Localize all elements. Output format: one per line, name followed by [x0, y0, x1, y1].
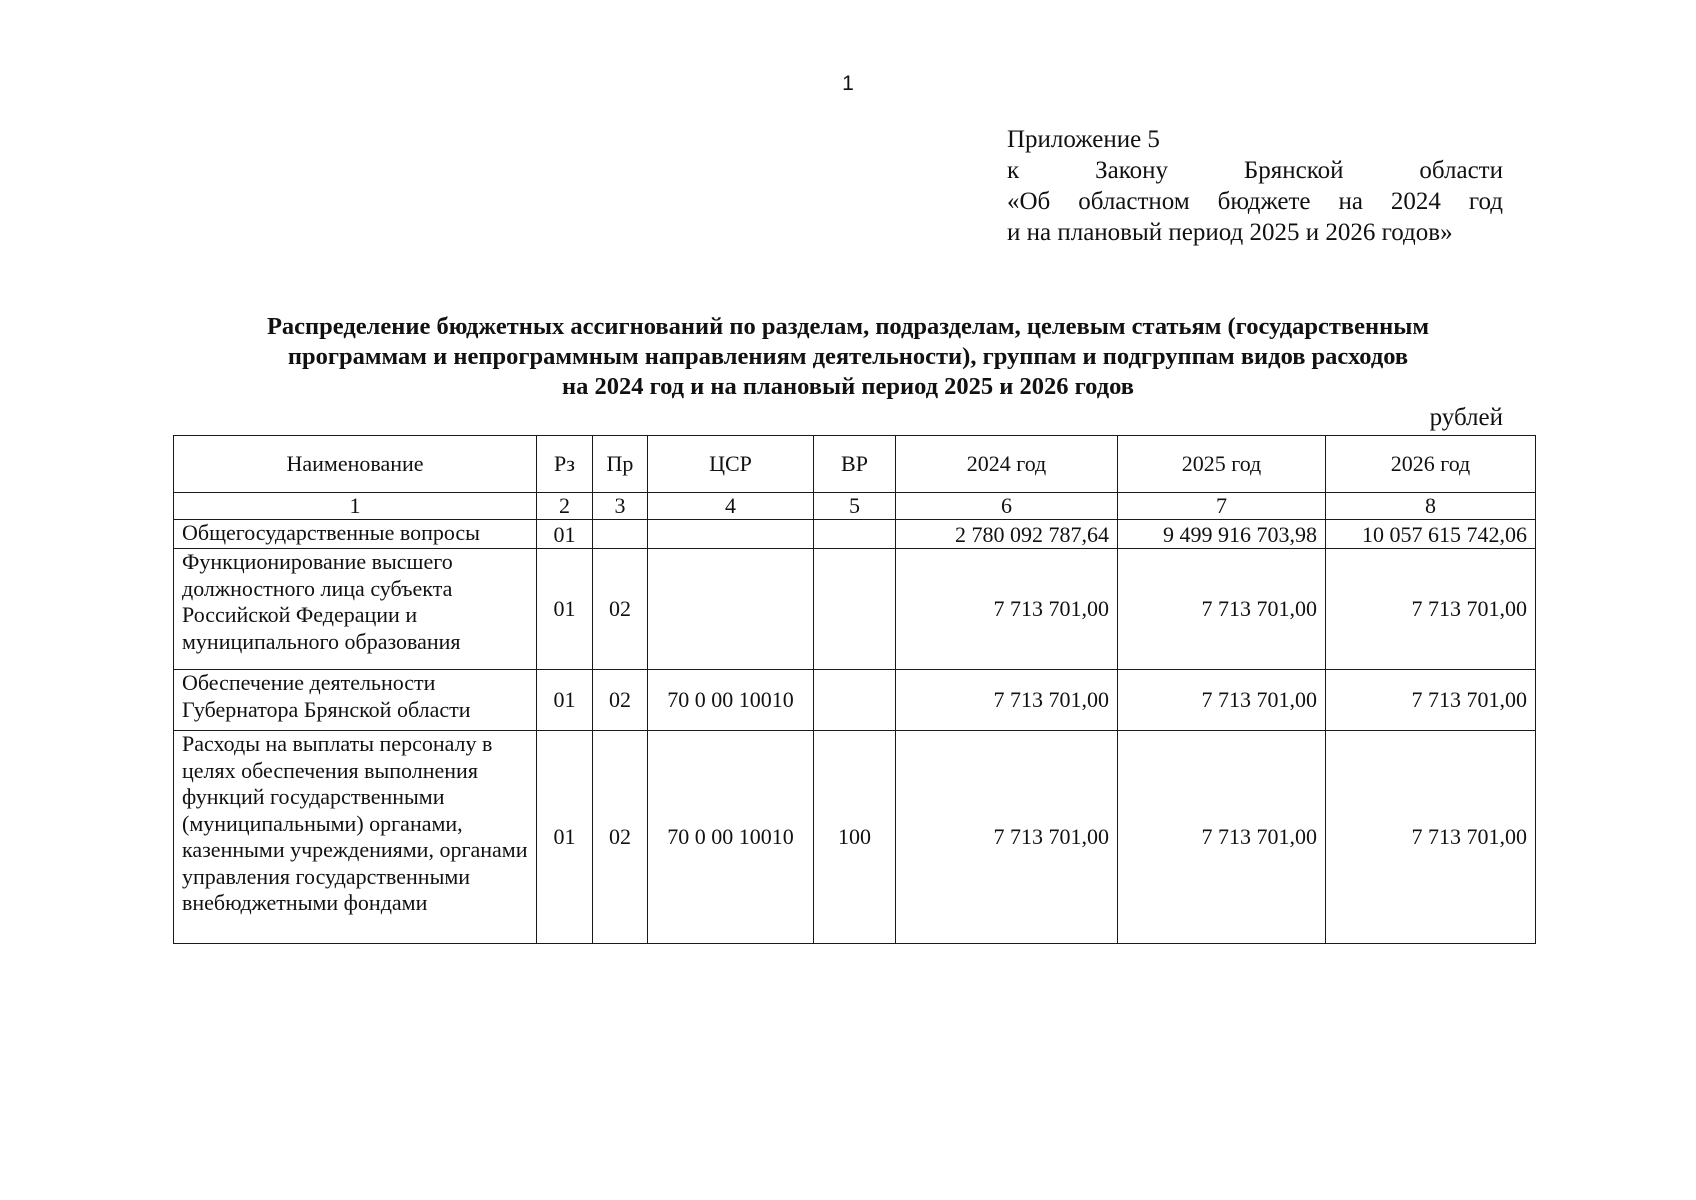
column-number-row — [174, 493, 1536, 520]
row-pr: 02 — [593, 670, 648, 731]
header-name: Наименование — [174, 436, 537, 493]
title-line-2: программам и непрограммным направлениям деятельности), группам и подгруппам видов расходов — [287, 343, 1409, 370]
row-amount-2024: 7 713 701,00 — [896, 670, 1118, 731]
row-amount-2026: 7 713 701,00 — [1326, 549, 1536, 670]
row-csr — [648, 520, 814, 549]
table-row — [174, 520, 1536, 549]
row-rz: 01 — [537, 549, 593, 670]
row-vr: 100 — [814, 731, 896, 944]
title-line-3: на 2024 год и на плановый период 2025 и 2026 годов — [561, 373, 1134, 400]
column-number: 7 — [1118, 493, 1326, 520]
row-name: Функционирование высшего должностного лица субъекта Российской Федерации и муниципального образования — [174, 549, 537, 670]
row-name: Расходы на выплаты персоналу в целях обеспечения выполнения функций государственными (муниципальными) органами, казенными учреждениями, органами управления государственными внебюджетными фондами — [174, 731, 537, 944]
column-number: 3 — [593, 493, 648, 520]
row-amount-2025: 7 713 701,00 — [1118, 549, 1326, 670]
row-csr: 70 0 00 10010 — [648, 731, 814, 944]
row-amount-2024: 7 713 701,00 — [896, 549, 1118, 670]
row-amount-2026: 7 713 701,00 — [1326, 670, 1536, 731]
row-pr — [593, 520, 648, 549]
column-number: 2 — [537, 493, 593, 520]
budget-table — [173, 435, 1536, 944]
table-row — [174, 549, 1536, 670]
header-2024: 2024 год — [896, 436, 1118, 493]
document-title — [150, 312, 1546, 402]
row-amount-2024: 2 780 092 787,64 — [896, 520, 1118, 549]
row-pr: 02 — [593, 549, 648, 670]
column-number: 6 — [896, 493, 1118, 520]
appendix-line-3: «Об областном бюджете на 2024 год — [1007, 188, 1503, 215]
row-rz: 01 — [537, 731, 593, 944]
row-name: Обеспечение деятельности Губернатора Брянской области — [174, 670, 537, 731]
appendix-line-1: Приложение 5 — [1007, 126, 1160, 153]
header-csr: ЦСР — [648, 436, 814, 493]
row-amount-2026: 7 713 701,00 — [1326, 731, 1536, 944]
row-amount-2025: 7 713 701,00 — [1118, 731, 1326, 944]
page-number: 1 — [842, 72, 854, 95]
row-amount-2024: 7 713 701,00 — [896, 731, 1118, 944]
row-amount-2025: 9 499 916 703,98 — [1118, 520, 1326, 549]
appendix-line-2: к Закону Брянской области — [1007, 157, 1503, 184]
column-number: 5 — [814, 493, 896, 520]
row-amount-2025: 7 713 701,00 — [1118, 670, 1326, 731]
title-line-1: Распределение бюджетных ассигнований по разделам, подразделам, целевым статьям (государственным — [266, 313, 1430, 340]
column-number: 1 — [174, 493, 537, 520]
appendix-header — [1007, 124, 1503, 248]
header-pr: Пр — [593, 436, 648, 493]
table-row — [174, 670, 1536, 731]
table-header-row — [174, 436, 1536, 493]
header-rz: Рз — [537, 436, 593, 493]
column-number: 4 — [648, 493, 814, 520]
appendix-line-4: и на плановый период 2025 и 2026 годов» — [1007, 219, 1453, 246]
row-name: Общегосударственные вопросы — [174, 520, 537, 549]
row-vr — [814, 549, 896, 670]
row-vr — [814, 520, 896, 549]
row-amount-2026: 10 057 615 742,06 — [1326, 520, 1536, 549]
row-pr: 02 — [593, 731, 648, 944]
row-csr — [648, 549, 814, 670]
row-rz: 01 — [537, 670, 593, 731]
header-2025: 2025 год — [1118, 436, 1326, 493]
table-row — [174, 731, 1536, 944]
row-rz: 01 — [537, 520, 593, 549]
row-csr: 70 0 00 10010 — [648, 670, 814, 731]
row-vr — [814, 670, 896, 731]
units-label: рублей — [1429, 404, 1503, 431]
header-vr: ВР — [814, 436, 896, 493]
header-2026: 2026 год — [1326, 436, 1536, 493]
column-number: 8 — [1326, 493, 1536, 520]
